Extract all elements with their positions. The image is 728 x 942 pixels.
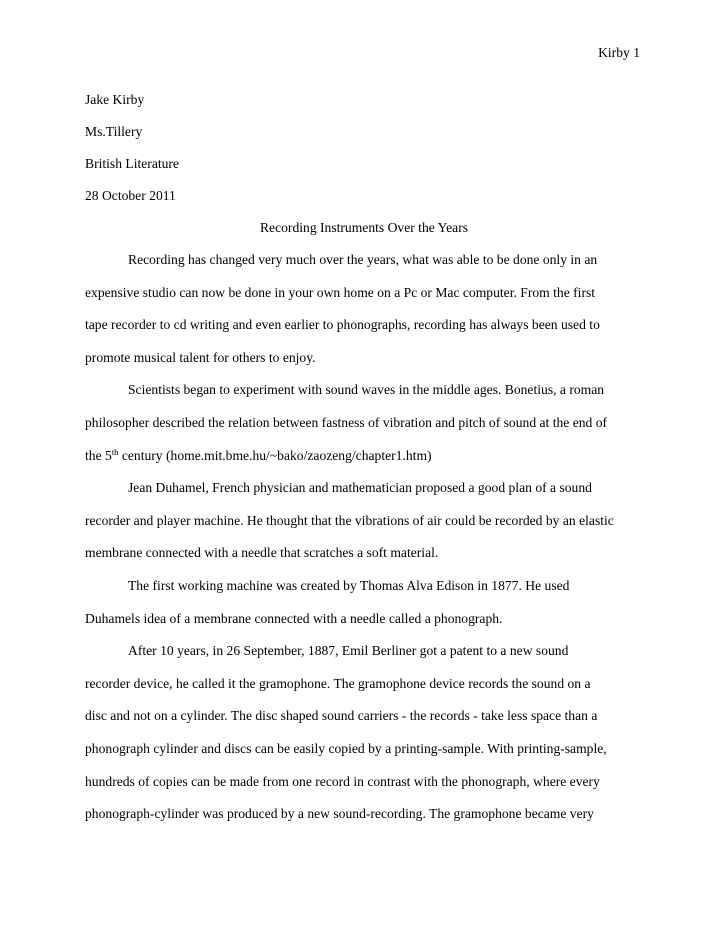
ordinal-superscript: th [111,446,119,457]
body-line: phonograph cylinder and discs can be easily copied by a printing-sample. With printing-sample, [85,740,607,756]
body-line: philosopher described the relation between fastness of vibration and pitch of sound at the end of [85,414,608,430]
body-line: Jean Duhamel, French physician and mathematician proposed a good plan of a sound [128,480,592,496]
body-line: Recording has changed very much over the years, what was able to be done only in an [128,252,598,267]
body-line: After 10 years, in 26 September, 1887, Emil Berliner got a patent to a new sound [128,643,569,659]
body-line: phonograph-cylinder was produced by a new sound-recording. The gramophone became very [85,806,594,822]
body-line: disc and not on a cylinder. The disc shaped sound carriers - the records - take less space than a [85,708,598,724]
body-line: expensive studio can now be done in your own home on a Pc or Mac computer. From the first [85,284,596,300]
body-line: The first working machine was created by Thomas Alva Edison in 1877. He used [128,577,570,593]
body-text-run: the 5 [85,447,112,463]
teacher-name: Ms.Tillery [85,124,143,139]
running-header: Kirby 1 [598,45,640,60]
essay-title: Recording Instruments Over the Years [259,220,469,235]
course-name: British Literature [85,156,179,171]
body-line: tape recorder to cd writing and even earlier to phonographs, recording has always been used to [85,317,600,333]
body-line: recorder and player machine. He thought that the vibrations of air could be recorded by an elastic [85,512,614,528]
essay-body [85,244,645,831]
essay-date: 28 October 2011 [85,188,176,203]
body-line: membrane connected with a needle that scratches a soft material. [85,545,439,561]
body-line-with-superscript [85,440,645,473]
author-name: Jake Kirby [85,92,145,107]
body-line: Scientists began to experiment with sound waves in the middle ages. Bonetius, a roman [128,382,605,398]
body-line: promote musical talent for others to enjoy. [85,349,316,365]
body-line: Duhamels idea of a membrane connected with a needle called a phonograph. [85,610,503,626]
mla-heading [85,84,645,212]
body-text-run: century (home.mit.bme.hu/~bako/zaozeng/chapter1.htm) [118,447,432,463]
body-line: hundreds of copies can be made from one record in contrast with the phonograph, where every [85,773,600,789]
body-line: recorder device, he called it the gramophone. The gramophone device records the sound on a [85,675,591,691]
